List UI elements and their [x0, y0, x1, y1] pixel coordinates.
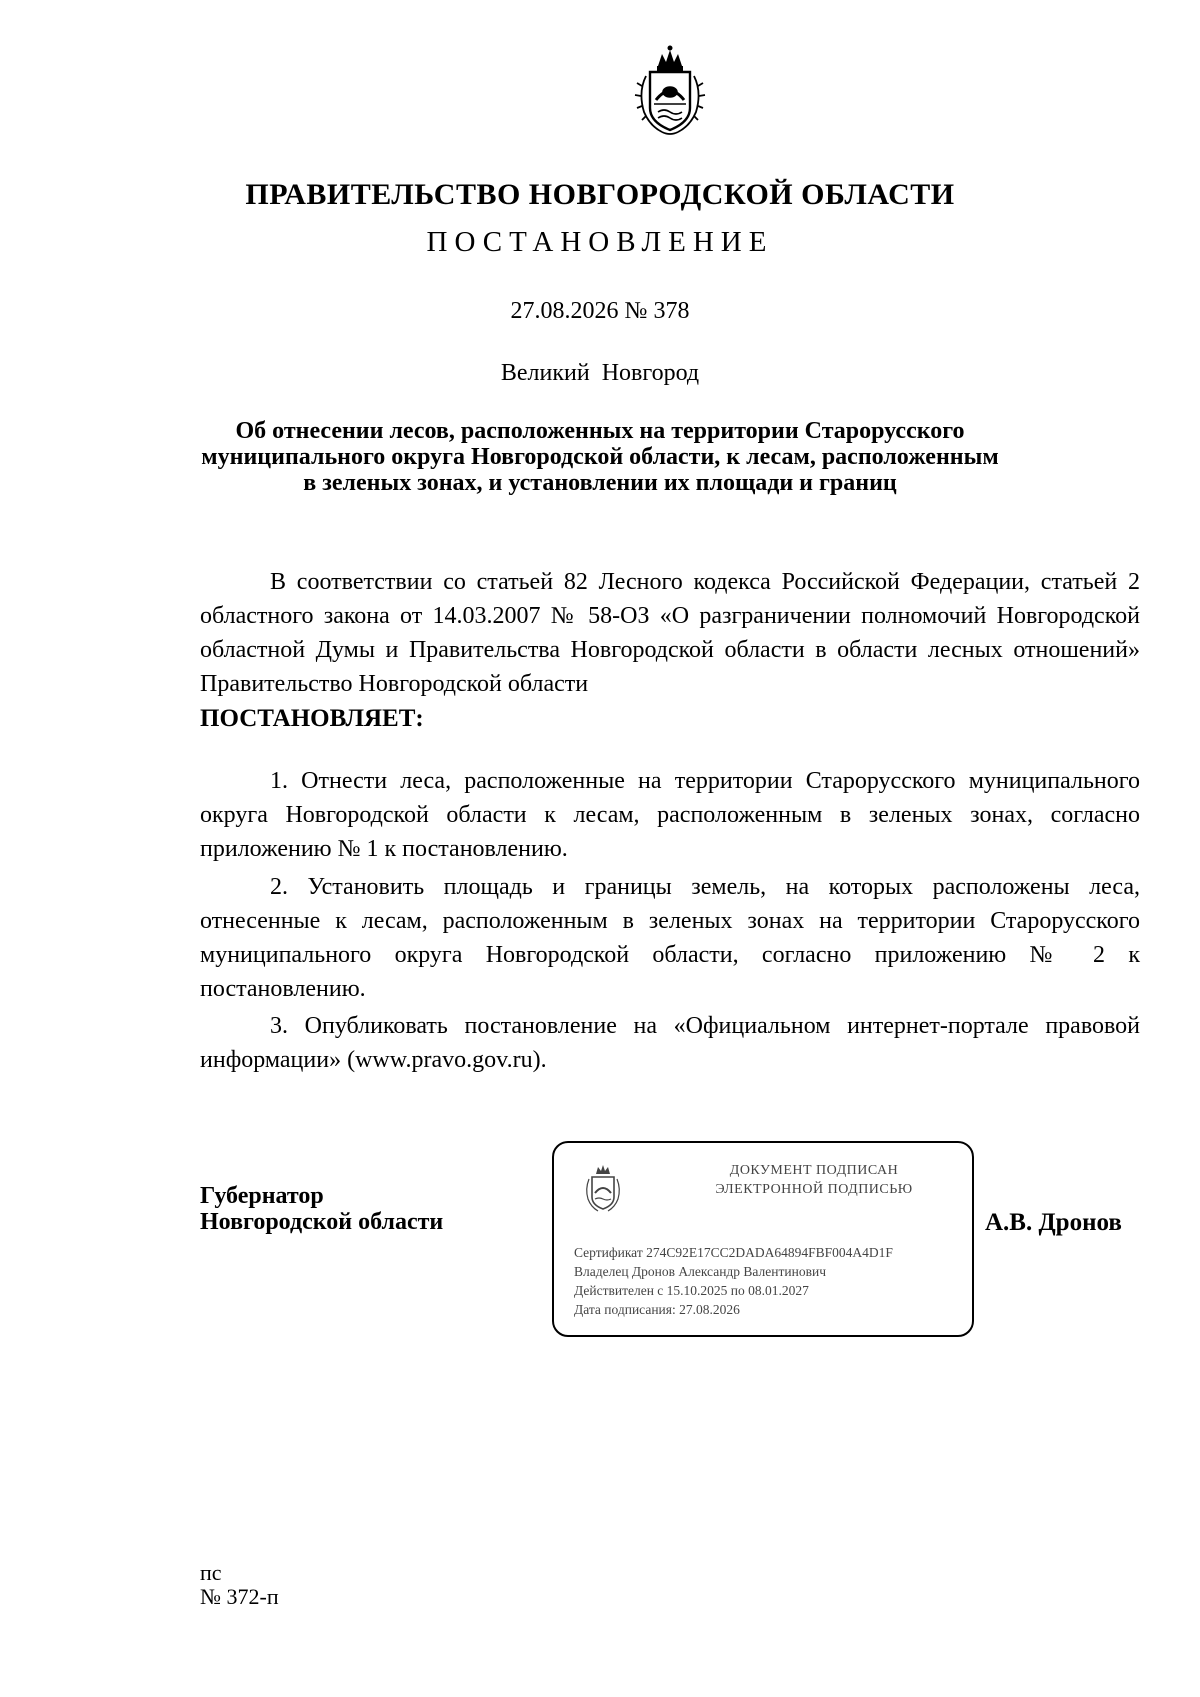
item-text: 2. Установить площадь и границы земель, на которых расположены леса, отнесенные к лесам, расположенным в зеленых зонах на территории Старорусского муниципального округа Новгородской области, согласно приложению № 2 к постановлению.	[200, 874, 1140, 1002]
stamp-certificate: Сертификат 274C92E17CC2DADA64894FBF004A4D1F	[574, 1245, 893, 1260]
footer-line: № 372-п	[200, 1584, 279, 1609]
stamp-validity: Действителен с 15.10.2025 по 08.01.2027	[574, 1283, 809, 1298]
intro-text: В соответствии со статьей 82 Лесного кодекса Российской Федерации, статьей 2 областного закона от 14.03.2007 № 58-ОЗ «О разграничении полномочий Новгородской областной Думы и Правительства Новгородской области в области лесных отношений» Правительство Новгородской области	[200, 569, 1140, 697]
intro-paragraph	[200, 565, 1140, 701]
stamp-details	[574, 1243, 893, 1319]
heading-line: Об отнесении лесов, расположенных на территории Старорусского	[235, 418, 965, 444]
item-paragraph	[200, 764, 1140, 866]
item-text: 1. Отнести леса, расположенные на территории Старорусского муниципального округа Новгородской области к лесам, расположенным в зеленых зонах, согласно приложению № 1 к постановлению.	[200, 768, 1140, 862]
document-heading	[0, 418, 1200, 496]
electronic-signature-stamp	[552, 1141, 974, 1337]
signer-position-line: Новгородской области	[200, 1209, 444, 1235]
item-text: 3. Опубликовать постановление на «Официальном интернет-портале правовой информации» (www.pravo.gov.ru).	[200, 1013, 1140, 1073]
item-paragraph	[200, 870, 1140, 1006]
heading-line: в зеленых зонах, и установлении их площади и границ	[303, 470, 897, 496]
item-paragraph	[200, 1009, 1140, 1077]
document-city: Великий Новгород	[500, 360, 700, 386]
stamp-signed-date: Дата подписания: 27.08.2026	[574, 1302, 740, 1317]
stamp-header	[664, 1161, 964, 1199]
stamp-owner: Владелец Дронов Александр Валентинович	[574, 1264, 826, 1279]
signer-position-line: Губернатор	[200, 1183, 324, 1209]
stamp-coat-of-arms-icon	[582, 1161, 624, 1215]
stamp-header-line: ЭЛЕКТРОННОЙ ПОДПИСЬЮ	[715, 1182, 913, 1197]
signer-position	[200, 1183, 443, 1235]
signer-name: А.В. Дронов	[985, 1209, 1122, 1236]
document-type: ПОСТАНОВЛЕНИЕ	[426, 226, 774, 258]
heading-line: муниципального округа Новгородской области, к лесам, расположенным	[201, 444, 999, 470]
document-date-number: 27.08.2026 № 378	[510, 298, 690, 324]
decree-word: ПОСТАНОВЛЯЕТ:	[200, 705, 424, 732]
footer-line: пс	[200, 1560, 222, 1585]
footer-reference	[200, 1561, 279, 1609]
coat-of-arms-icon	[632, 42, 708, 138]
government-title: ПРАВИТЕЛЬСТВО НОВГОРОДСКОЙ ОБЛАСТИ	[245, 178, 955, 211]
stamp-header-line: ДОКУМЕНТ ПОДПИСАН	[729, 1163, 899, 1178]
